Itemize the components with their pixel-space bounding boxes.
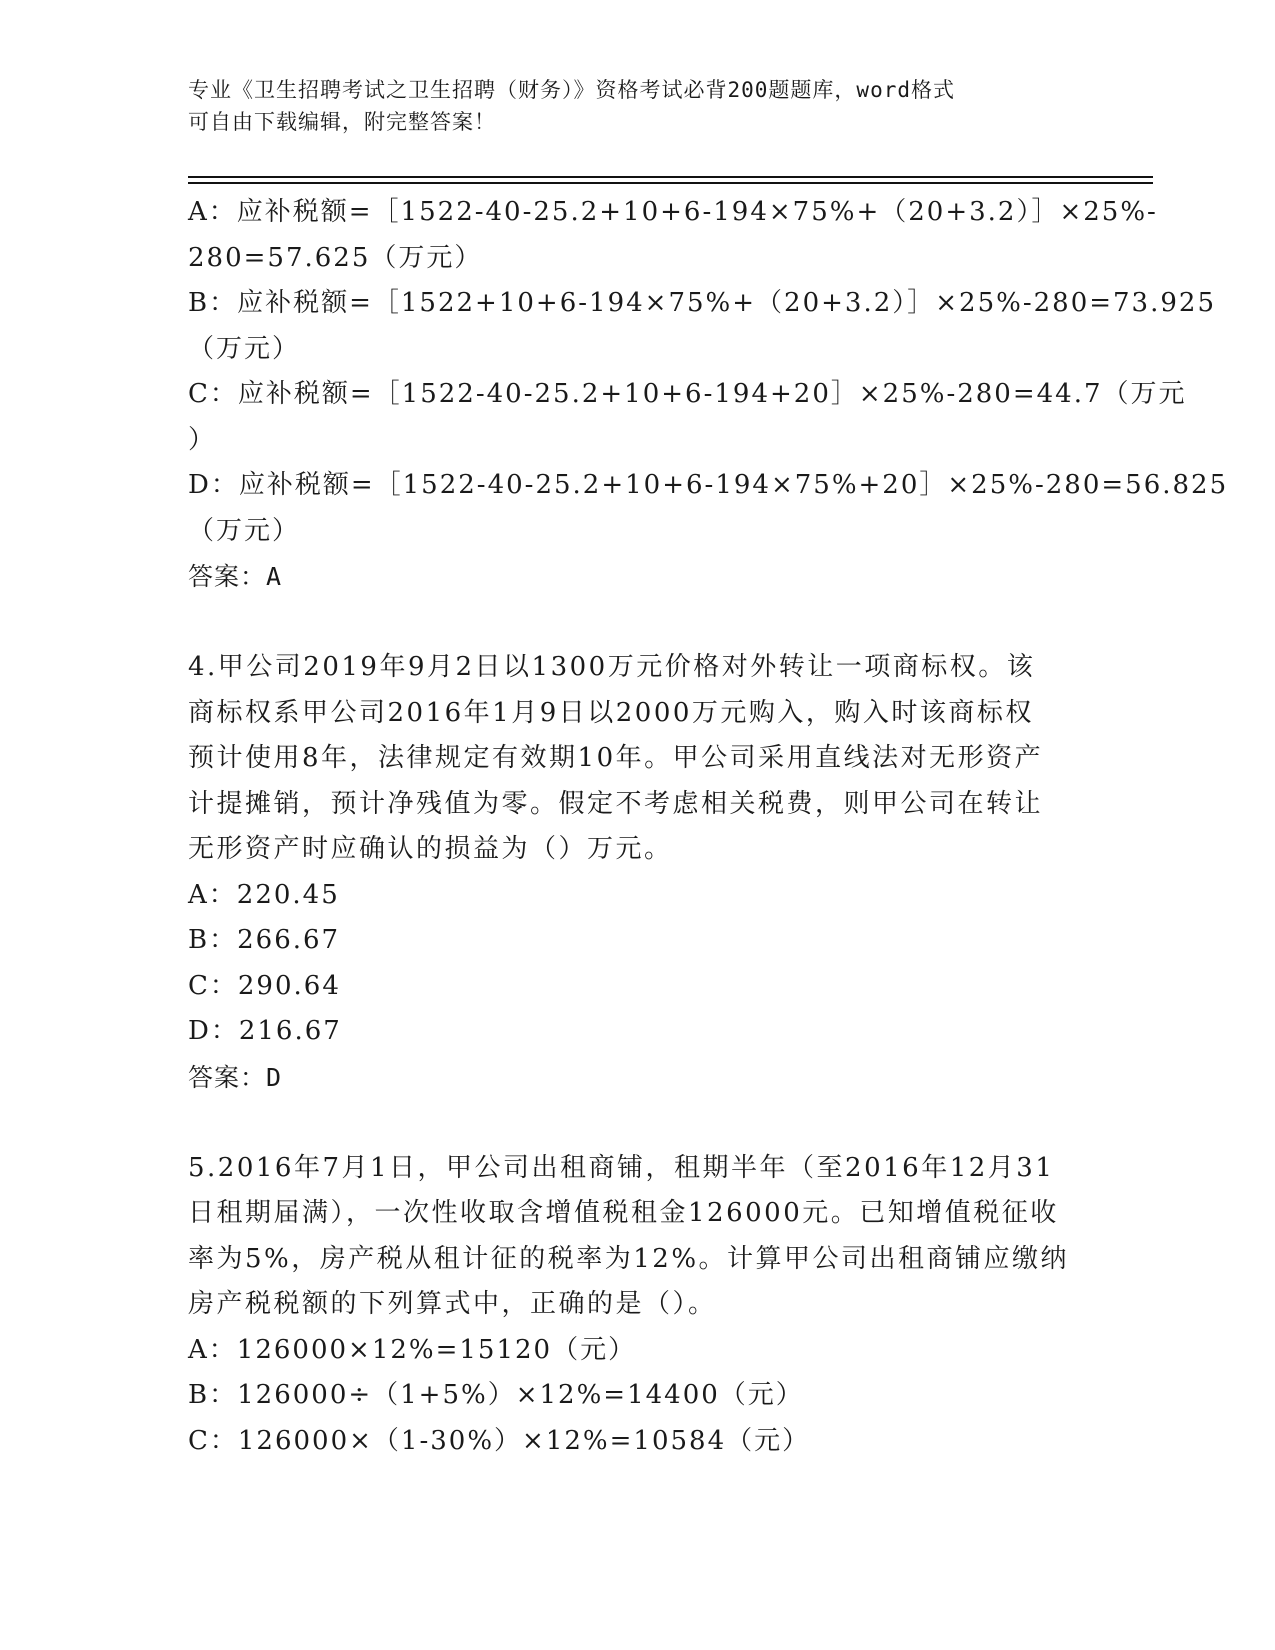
q3-option-a-line-2: 280=57.625（万元） [188,242,483,273]
q4-stem-line: 预计使用8年，法律规定有效期10年。甲公司采用直线法对无形资产 [188,743,1044,773]
q4-option-c: C：290.64 [188,970,341,1001]
q3-option-b-line-2: （万元） [188,333,301,364]
header-rule-top [188,176,1153,178]
header-title-line-2: 可自由下载编辑，附完整答案！ [188,110,496,134]
question-5 [188,1146,1078,1465]
q3-option-d-line-2: （万元） [188,515,301,546]
header-rule-bottom [188,182,1153,184]
q4-stem-line: 4.甲公司2019年9月2日以1300万元价格对外转让一项商标权。该 [188,652,1036,682]
q3-option-d-line-1: D：应补税额=［1522-40-25.2+10+6-194×75%+20］×25%-280=56.825 [188,470,1229,500]
q4-option-d: D：216.67 [188,1016,342,1046]
q4-option-a: A：220.45 [188,879,340,910]
q5-option-c: C：126000×（1-30%）×12%=10584（元） [188,1425,811,1456]
q5-stem-line: 日租期届满），一次性收取含增值税租金126000元。已知增值税征收 [188,1198,1059,1228]
document-body [188,190,1229,1464]
q4-stem-line: 计提摊销，预计净残值为零。假定不考虑相关税费，则甲公司在转让 [188,788,1044,819]
spacer [188,1100,1078,1146]
q4-stem-line: 商标权系甲公司2016年1月9日以2000万元购入，购入时该商标权 [188,697,1034,728]
q4-stem-line: 无形资产时应确认的损益为（）万元。 [188,834,673,864]
document-header [188,74,1068,138]
question-4 [188,645,1078,1100]
q5-stem-line: 5.2016年7月1日，甲公司出租商铺，租期半年（至2016年12月31 [188,1152,1055,1183]
q5-stem-line: 率为5%，房产税从租计征的税率为12%。计算甲公司出租商铺应缴纳 [188,1243,1070,1274]
header-title-line-1: 专业《卫生招聘考试之卫生招聘（财务）》资格考试必背200题题库，word格式 [188,78,955,102]
q5-option-a: A：126000×12%=15120（元） [188,1334,637,1365]
q5-option-b: B：126000÷（1+5%）×12%=14400（元） [188,1380,804,1410]
q3-option-a-line-1: A：应补税额=［1522-40-25.2+10+6-194×75%+（20+3.2）］×25%- [188,197,1158,227]
q4-answer: 答案：D [188,1062,283,1092]
q3-answer: 答案：A [188,562,283,591]
spacer [188,600,1078,646]
q3-option-b-line-1: B：应补税额=［1522+10+6-194×75%+（20+3.2）］×25%-280=73.925 [188,288,1216,318]
q3-option-c-line-1: C：应补税额=［1522-40-25.2+10+6-194+20］×25%-280=44.7（万元 [188,379,1187,409]
q4-option-b: B：266.67 [188,925,341,955]
q3-option-c-line-2: ） [188,424,217,455]
q5-stem-line: 房产税税额的下列算式中，正确的是（）。 [188,1289,717,1319]
question-3-options [188,190,1229,600]
